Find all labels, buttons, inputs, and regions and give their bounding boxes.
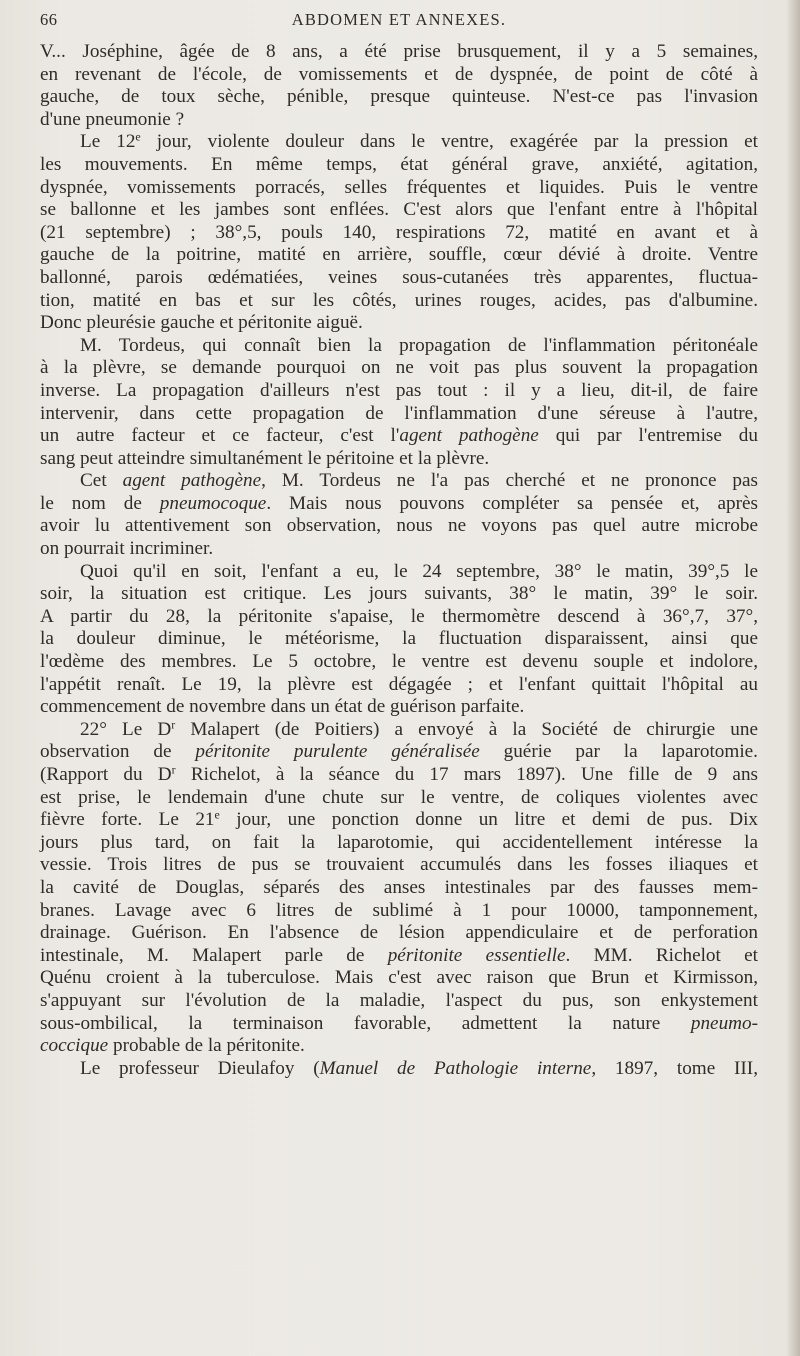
text-line: V... Joséphine, âgée de 8 ans, a été prise brusquement, il y a 5 semaines, (40, 41, 758, 62)
text-line: l'œdème des membres. Le 5 octobre, le ventre est devenu souple et indolore, (40, 651, 758, 673)
text-line: ballonné, parois œdématiées, veines sous-cutanées très apparentes, fluctua- (40, 266, 758, 288)
text-line: dyspnée, vomissements porracés, selles fréquentes et liquides. Puis le ventre (40, 176, 758, 198)
text-line: un autre facteur et ce facteur, c'est l'agent pathogène qui par l'entremise du (40, 425, 758, 447)
text-line: Donc pleurésie gauche et péritonite aiguë. (40, 312, 363, 334)
text-line: s'appuyant sur l'évolution de la maladie, l'aspect du pus, son enkystement (40, 989, 758, 1011)
text-line: Cet agent pathogène, M. Tordeus ne l'a pas cherché et ne prononce pas (80, 470, 758, 492)
page-edge-shadow (786, 0, 800, 1356)
text-line: sang peut atteindre simultanément le péritoine et la plèvre. (40, 447, 490, 469)
text-line: à la plèvre, se demande pourquoi on ne voit pas plus souvent la propagation (40, 357, 758, 379)
text-line: 22° Le $D^r$ Malapert (de Poitiers) a envoyé à la Société de chirurgie une (80, 717, 758, 740)
text-line: la cavité de Douglas, séparés des anses intestinales par des fausses mem- (40, 876, 758, 898)
text-line: sous-ombilical, la terminaison favorable, admettent la nature pneumo- (40, 1012, 758, 1034)
text-line: Le professeur Dieulafoy (Manuel de Pathologie interne, 1897, tome III, (80, 1057, 758, 1079)
text-line: avoir lu attentivement son observation, nous ne voyons pas quel autre microbe (40, 515, 758, 537)
text-line: les mouvements. En même temps, état général grave, anxiété, agitation, (40, 153, 758, 175)
text-line: (21 septembre) ; 38°,5, pouls 140, respirations 72, matité en avant et à (40, 221, 758, 243)
body-text (40, 41, 758, 1080)
text-line: Quénu croient à la tuberculose. Mais c'est avec raison que Brun et Kirmisson, (40, 967, 758, 989)
text-line: vessie. Trois litres de pus se trouvaient accumulés dans les fosses iliaques et (40, 854, 758, 876)
text-line: en revenant de l'école, de vomissements et de dyspnée, de point de côté à (40, 63, 758, 85)
text-line: le nom de pneumocoque. Mais nous pouvons compléter sa pensée et, après (40, 492, 758, 514)
text-line: Le 12e jour, violente douleur dans le ventre, exagérée par la pression et (80, 129, 758, 153)
text-line: observation de péritonite purulente généralisée guérie par la laparotomie. (40, 741, 758, 763)
text-line: gauche de la poitrine, matité en arrière, souffle, cœur dévié à droite. Ventre (40, 244, 758, 266)
text-line: (Rapport du $D^r$ Richelot, à la séance du 17 mars 1897). Une fille de 9 ans (40, 762, 758, 785)
text-line: drainage. Guérison. En l'absence de lésion appendiculaire et de perforation (40, 922, 758, 944)
text-line: fièvre forte. Le 21e jour, une ponction donne un litre et demi de pus. Dix (40, 807, 758, 831)
text-line: gauche, de toux sèche, pénible, presque quinteuse. N'est-ce pas l'invasion (40, 86, 758, 108)
text-line: se ballonne et les jambes sont enflées. C'est alors que l'enfant entre à l'hôpital (40, 199, 758, 221)
page-number: 66 (40, 10, 58, 29)
text-line: A partir du 28, la péritonite s'apaise, le thermomètre descend à 36°,7, 37°, (40, 605, 758, 627)
text-line: branes. Lavage avec 6 litres de sublimé à 1 pour 10000, tamponnement, (40, 899, 758, 921)
text-line: la douleur diminue, le météorisme, la fluctuation disparaissent, ainsi que (40, 628, 758, 650)
text-line: intervenir, dans cette propagation de l'inflammation d'une séreuse à l'autre, (40, 402, 758, 424)
text-line: tion, matité en bas et sur les côtés, urines rouges, acides, pas d'albumine. (40, 289, 758, 311)
text-line: inverse. La propagation d'ailleurs n'est pas tout : il y a lieu, dit-il, de faire (40, 379, 758, 401)
running-title: ABDOMEN ET ANNEXES. (291, 10, 507, 29)
text-line: commencement de novembre dans un état de guérison parfaite. (40, 696, 525, 718)
text-line: d'une pneumonie ? (40, 108, 185, 130)
text-line: coccique probable de la péritonite. (40, 1035, 305, 1057)
text-line: intestinale, M. Malapert parle de péritonite essentielle. MM. Richelot et (40, 944, 758, 966)
running-header (40, 10, 758, 38)
text-line: M. Tordeus, qui connaît bien la propagation de l'inflammation péritonéale (80, 334, 758, 356)
text-line: Quoi qu'il en soit, l'enfant a eu, le 24 septembre, 38° le matin, 39°,5 le (80, 560, 758, 582)
text-line: l'appétit renaît. Le 19, la plèvre est dégagée ; et l'enfant quittait l'hôpital au (40, 673, 758, 695)
text-line: on pourrait incriminer. (40, 538, 214, 560)
text-line: soir, la situation est critique. Les jours suivants, 38° le matin, 39° le soir. (40, 583, 758, 605)
text-line: est prise, le lendemain d'une chute sur le ventre, de coliques violentes avec (40, 786, 758, 808)
text-line: jours plus tard, on fait la laparotomie, qui accidentellement intéresse la (40, 831, 758, 853)
